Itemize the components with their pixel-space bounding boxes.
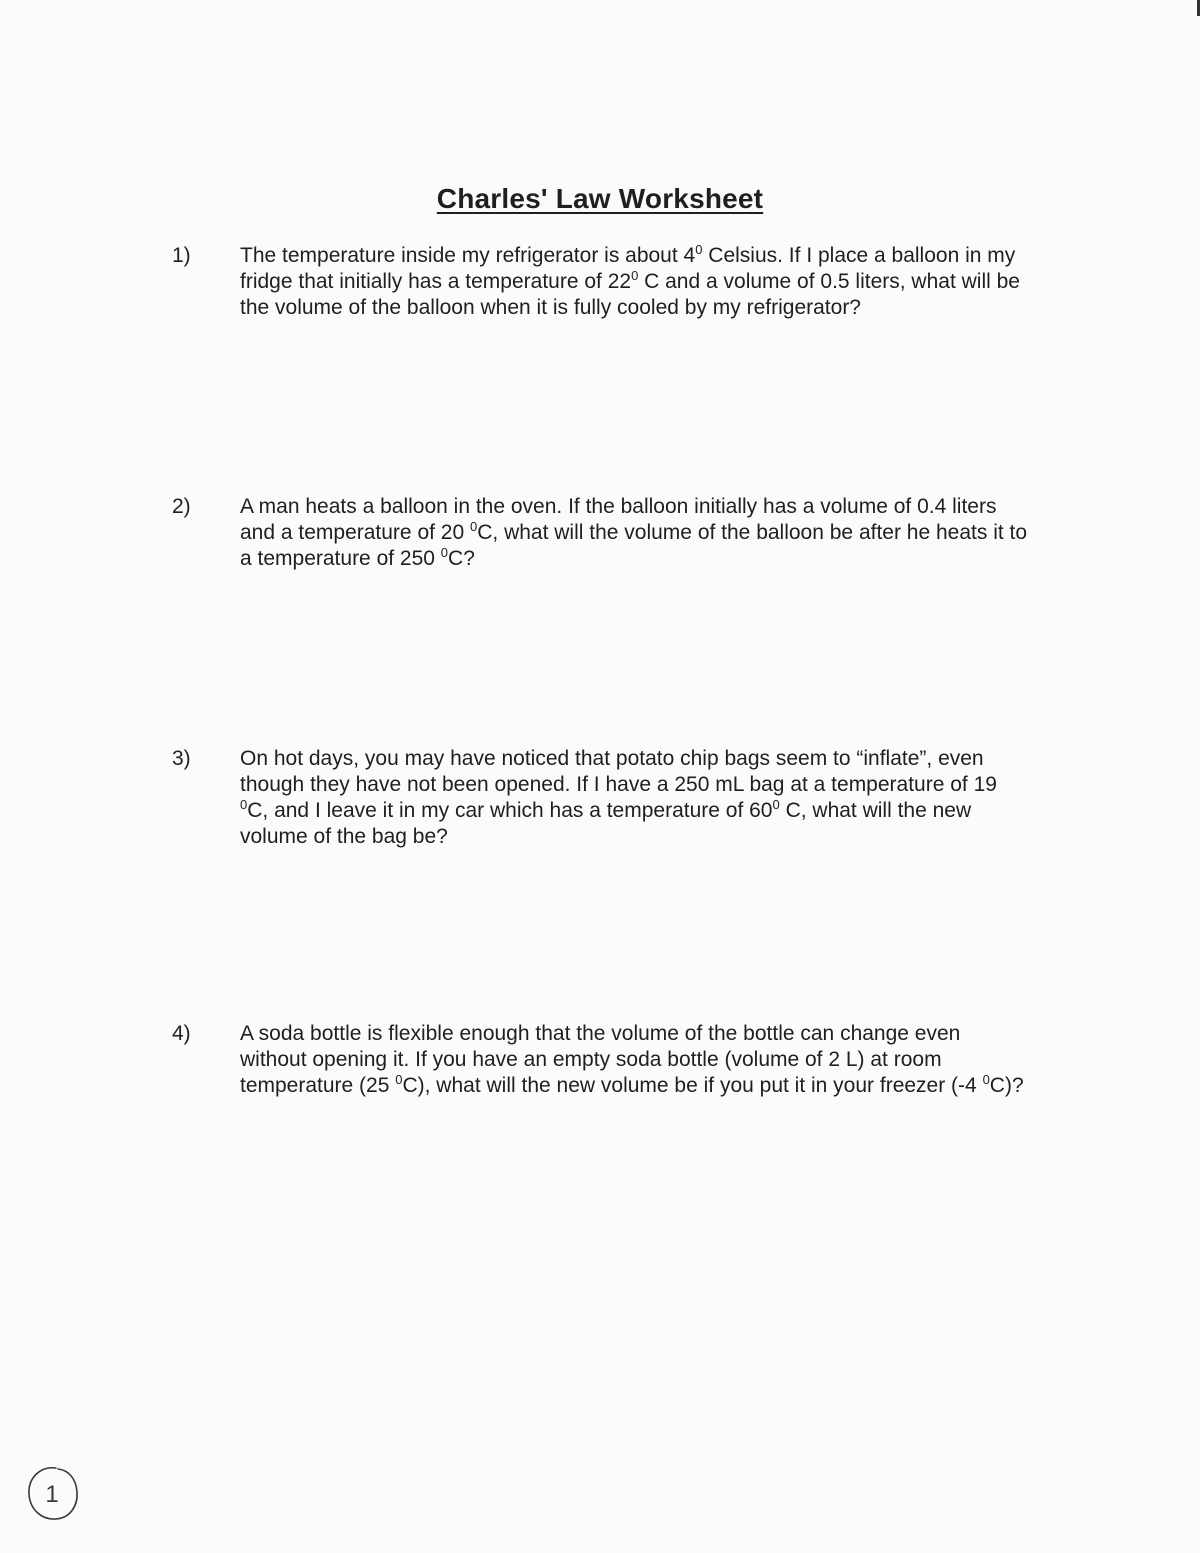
question-number: 3) [172, 747, 191, 770]
question-text: A soda bottle is flexible enough that the volume of the bottle can change even without opening it. If you have an empty soda bottle (volume of 2 L) at room temperature (25 $^0$C), what will the new volume be if you put it in your freezer (-4 $^0$C)? [240, 1022, 1024, 1097]
degree-superscript: 0 [982, 1072, 990, 1087]
question-number: 1) [172, 244, 191, 267]
question-number: 2) [172, 495, 191, 518]
question-text: The temperature inside my refrigerator is about $4^0$ Celsius. If I place a balloon in my fridge that initially has a temperature of $22^0$ C and a volume of 0.5 liters, what will be the volume of the balloon when it is fully cooled by my refrigerator? [240, 242, 1020, 319]
question-text: On hot days, you may have noticed that potato chip bags seem to “inflate”, even though they have not been opened. If I have a 250 mL bag at a temperature of 19 $^0$C, and I leave it in my car which has a temperature of $60^0$ C, what will the new volume of the bag be? [240, 747, 997, 848]
worksheet-title: Charles' Law Worksheet [436, 183, 764, 214]
circled-page-number [22, 1462, 82, 1526]
degree-superscript: 0 [470, 519, 478, 534]
degree-superscript: 0 [240, 797, 248, 812]
page-number: 1 [45, 1481, 59, 1508]
question-number: 4) [172, 1022, 191, 1045]
degree-superscript: 0 [631, 268, 639, 283]
degree-superscript: 0 [695, 242, 703, 257]
degree-superscript: 0 [440, 545, 449, 560]
degree-superscript: 0 [772, 797, 780, 812]
degree-superscript: 0 [395, 1072, 403, 1087]
question-text: A man heats a balloon in the oven. If the balloon initially has a volume of 0.4 liters and a temperature of 20 $^0$C, what will the volume of the balloon be after he heats it to a temperature of 250 $^0$C? [240, 495, 1028, 570]
